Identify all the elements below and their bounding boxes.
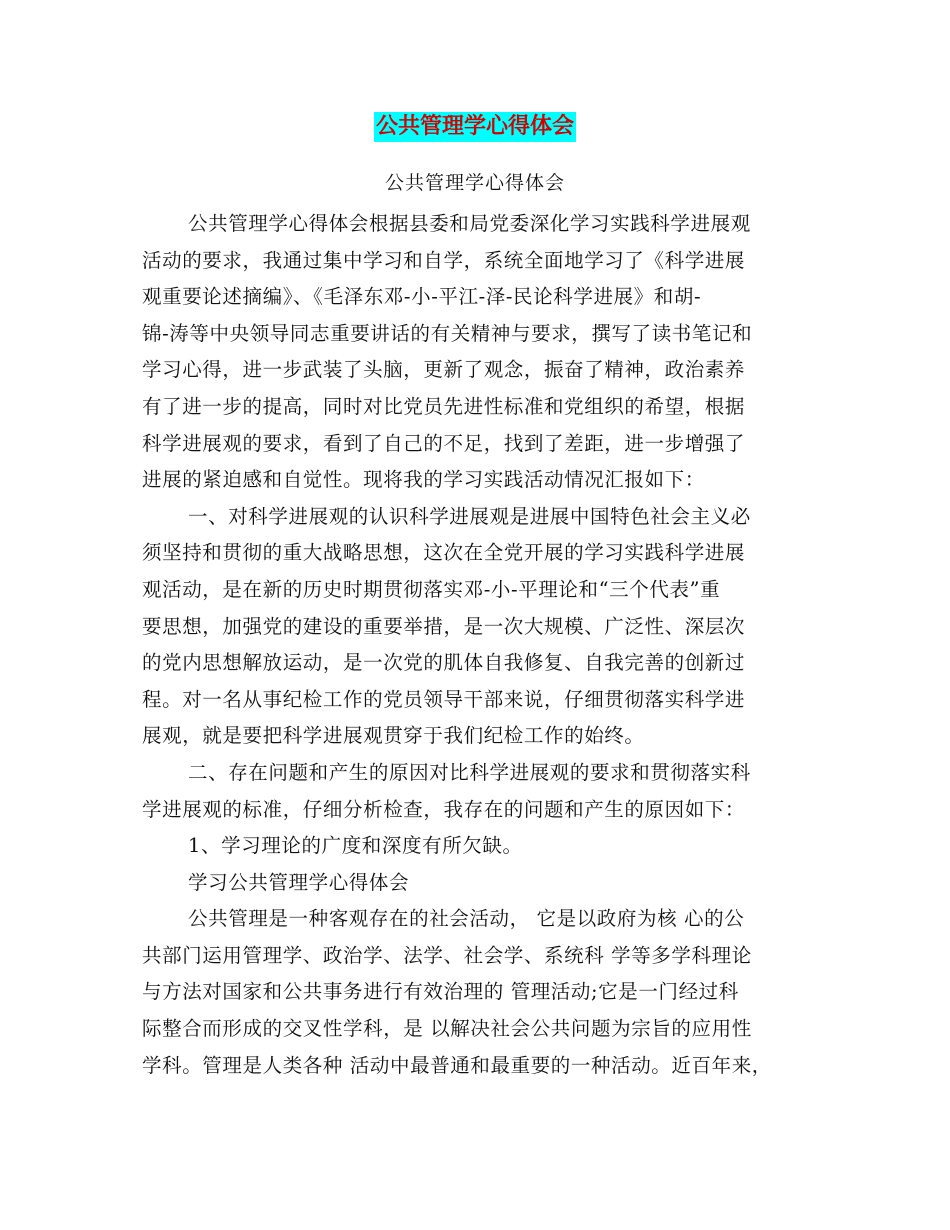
text-line: 公共管理是一种客观存在的社会活动， 它是以政府为核 心的公 [188, 907, 745, 931]
text-line: 活动的要求，我通过集中学习和自学，系统全面地学习了《科学进展 [142, 248, 746, 272]
text-line: 际整合而形成的交叉性学科，是 以解决社会公共问题为宗旨的应用性 [142, 1017, 752, 1041]
text-line: 学习公共管理学心得体会 [188, 870, 410, 894]
text-line: 共部门运用管理学、政治学、法学、社会学、系统科 学等多学科理论 [142, 943, 752, 967]
text-line: 观活动，是在新的历史时期贯彻落实邓-小-平理论和“三个代表”重 [142, 577, 721, 601]
text-line: 要思想，加强党的建设的重要举措，是一次大规模、广泛性、深层次 [142, 614, 746, 638]
text-line: 观重要论述摘编》、《毛泽东邓-小-平江-泽-民论科学进展》和胡- [142, 285, 702, 309]
title-row [0, 112, 950, 142]
text-line: 须坚持和贯彻的重大战略思想，这次在全党开展的学习实践科学进展 [142, 541, 746, 565]
text-line: 1、学习理论的广度和深度有所欠缺。 [188, 834, 523, 858]
text-line: 锦-涛等中央领导同志重要讲话的有关精神与要求，撰写了读书笔记和 [142, 321, 753, 345]
text-line: 学习心得，进一步武装了头脑，更新了观念，振奋了精神，政治素养 [142, 358, 746, 382]
text-line: 程。对一名从事纪检工作的党员领导干部来说，仔细贯彻落实科学进 [142, 687, 746, 711]
text-line: 科学进展观的要求，看到了自己的不足，找到了差距，进一步增强了 [142, 431, 746, 455]
text-line: 一、对科学进展观的认识科学进展观是进展中国特色社会主义必 [188, 504, 751, 528]
document-subtitle: 公共管理学心得体会 [384, 172, 565, 194]
text-line: 学科。管理是人类各种 活动中最普通和最重要的一种活动。近百年来， [142, 1053, 772, 1077]
text-line: 进展的紧迫感和自觉性。现将我的学习实践活动情况汇报如下： [142, 468, 705, 492]
text-line: 与方法对国家和公共事务进行有效治理的 管理活动;它是一门经过科 [142, 980, 739, 1004]
text-line: 的党内思想解放运动，是一次党的肌体自我修复、自我完善的创新过 [142, 651, 746, 675]
document-title: 公共管理学心得体会 [374, 112, 576, 142]
document-body [142, 206, 812, 1084]
text-line: 展观，就是要把科学进展观贯穿于我们纪检工作的始终。 [142, 724, 645, 748]
text-line: 有了进一步的提高，同时对比党员先进性标准和党组织的希望，根据 [142, 394, 746, 418]
text-line: 公共管理学心得体会根据县委和局党委深化学习实践科学进展观 [188, 212, 751, 235]
text-line: 学进展观的标准，仔细分析检查，我存在的问题和产生的原因如下： [142, 797, 746, 821]
text-line: 二、存在问题和产生的原因对比科学进展观的要求和贯彻落实科 [188, 760, 751, 784]
